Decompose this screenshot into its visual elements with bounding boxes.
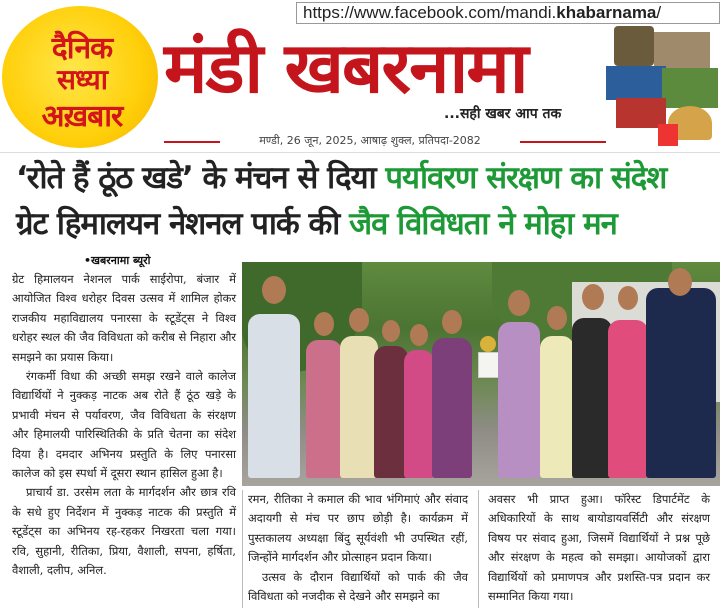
photo-person	[374, 346, 408, 478]
date-line: मण्डी, 26 जून, 2025, आषाढ़ शुक्ल, प्रतिपदा-2082	[220, 133, 520, 149]
photo-head	[382, 320, 400, 342]
facebook-url[interactable]	[296, 2, 720, 24]
newspaper-title: मंडी खबरनामा	[164, 27, 527, 109]
tagline: ...सही खबर आप तक	[444, 106, 562, 122]
headline-2-black: ग्रेट हिमालयन नेशनल पार्क की	[16, 206, 350, 242]
headline-1-green: पर्यावरण संरक्षण का संदेश	[385, 160, 667, 196]
photo-head	[349, 308, 369, 332]
collage-temple	[614, 26, 654, 66]
group-photo	[242, 262, 720, 486]
column-divider	[242, 490, 243, 608]
masthead-divider	[0, 152, 720, 153]
byline: •खबरनामा ब्यूरो	[84, 254, 151, 267]
article-column-2	[248, 490, 468, 606]
headline-2-green: जैव विविधता ने मोहा मन	[349, 206, 617, 242]
photo-head	[582, 284, 604, 310]
logo-line-2: सध्या	[57, 63, 107, 96]
url-prefix: https://www.facebook.com/mandi.	[303, 3, 557, 22]
photo-person	[306, 340, 342, 478]
photo-person	[404, 350, 434, 478]
photo-person	[432, 338, 472, 478]
photo-person	[248, 314, 300, 478]
paragraph: प्राचार्य डा. उरसेम लता के मार्गदर्शन और छात्र रवि के सधे हुए निर्देशन में नुक्कड़ नाटक की प्रस्तुति में स्टूडेंट्स का अभिनय रह-रहकर निखरता चला गया। रवि, सुहानी, रीतिका, प्रिया, वैशाली, सपना, हर्षिता, वैशाली, दलीप, अनिल.	[12, 485, 236, 578]
photo-head	[508, 290, 530, 316]
paragraph: अवसर भी प्राप्त हुआ। फॉरेस्ट डिपार्टमेंट के अधिकारियों के साथ बायोडायवर्सिटी और संरक्षण विषय पर संवाद हुआ, जिसमें विद्यार्थियों ने प्रश्न पूछे और संरक्षण के महत्व को समझा। आयोजकों द्वारा विद्यार्थियों को प्रमाणपत्र और प्रशस्ति-पत्र प्रदान कर सम्मानित किया गया।	[488, 492, 710, 604]
photo-person	[498, 322, 540, 478]
photo-person	[540, 336, 574, 478]
article-column-1	[12, 270, 236, 581]
url-suffix: /	[656, 3, 662, 22]
date-rule-right	[520, 141, 606, 143]
column-divider	[478, 490, 479, 608]
himachal-collage-image	[606, 26, 718, 148]
photo-head	[442, 310, 462, 334]
collage-valley	[662, 68, 718, 108]
paragraph: रंगकर्मी विधा की अच्छी समझ रखने वाले कालेज विद्यार्थियों ने नुक्कड़ नाटक अब रोते हैं ठूंठ खड़े के प्रभावी मंचन से पर्यावरण, जैव विविधता के संरक्षण और हिमालयी पारिस्थितिकी के प्रति चेतना का संदेश दिया है। दमदार अभिनय प्रस्तुति के लिए पनारसा कालेज को इस स्पर्धा में दूसरा स्थान हासिल हुआ है।	[12, 369, 236, 481]
article-column-3	[488, 490, 710, 606]
url-bold: khabarnama	[556, 3, 657, 22]
collage-mountains	[654, 32, 710, 70]
headline-line-1	[16, 158, 716, 198]
memento	[480, 336, 496, 352]
paragraph: ग्रेट हिमालयन नेशनल पार्क साईरोपा, बंजार में आयोजित विश्व धरोहर दिवस उत्सव में शामिल होकर राजकीय महाविद्यालय पनारसा के स्टूडेंट्स ने विश्व धरोहर स्थल की जैव विविधता को करीब से निहारा और समझने का प्रयास किया।	[12, 272, 236, 364]
logo-line-1: दैनिक	[51, 31, 113, 66]
logo-line-3: अख़बार	[41, 99, 123, 134]
photo-head	[314, 312, 334, 336]
photo-head	[262, 276, 286, 304]
collage-lake	[606, 66, 666, 100]
photo-person	[340, 336, 378, 478]
photo-head	[618, 286, 638, 310]
collage-figure	[658, 124, 678, 146]
photo-person	[572, 318, 612, 478]
date-rule-left	[164, 141, 222, 143]
logo-badge	[2, 6, 158, 148]
headline-1-black: ‘रोते हैं ठूंठ खडे’ के मंचन से दिया	[16, 160, 386, 196]
photo-head	[668, 268, 692, 296]
photo-head	[410, 324, 428, 346]
paragraph: रमन, रीतिका ने कमाल की भाव भंगिमाएं और संवाद अदायगी से मंच पर छाप छोड़ी है। कार्यक्रम में पुस्तकालय अध्यक्षा बिंदु सूर्यवंशी भी उपस्थित रहीं, जिन्होंने मार्गदर्शन और प्रोत्साहन प्रदान किया।	[248, 492, 468, 565]
headline-line-2	[16, 204, 716, 244]
photo-head	[547, 306, 567, 330]
photo-person	[646, 288, 716, 478]
photo-person	[608, 320, 648, 478]
paragraph: उत्सव के दौरान विद्यार्थियों को पार्क की जैव विविधता को नजदीक से देखने और समझने का	[248, 569, 468, 604]
